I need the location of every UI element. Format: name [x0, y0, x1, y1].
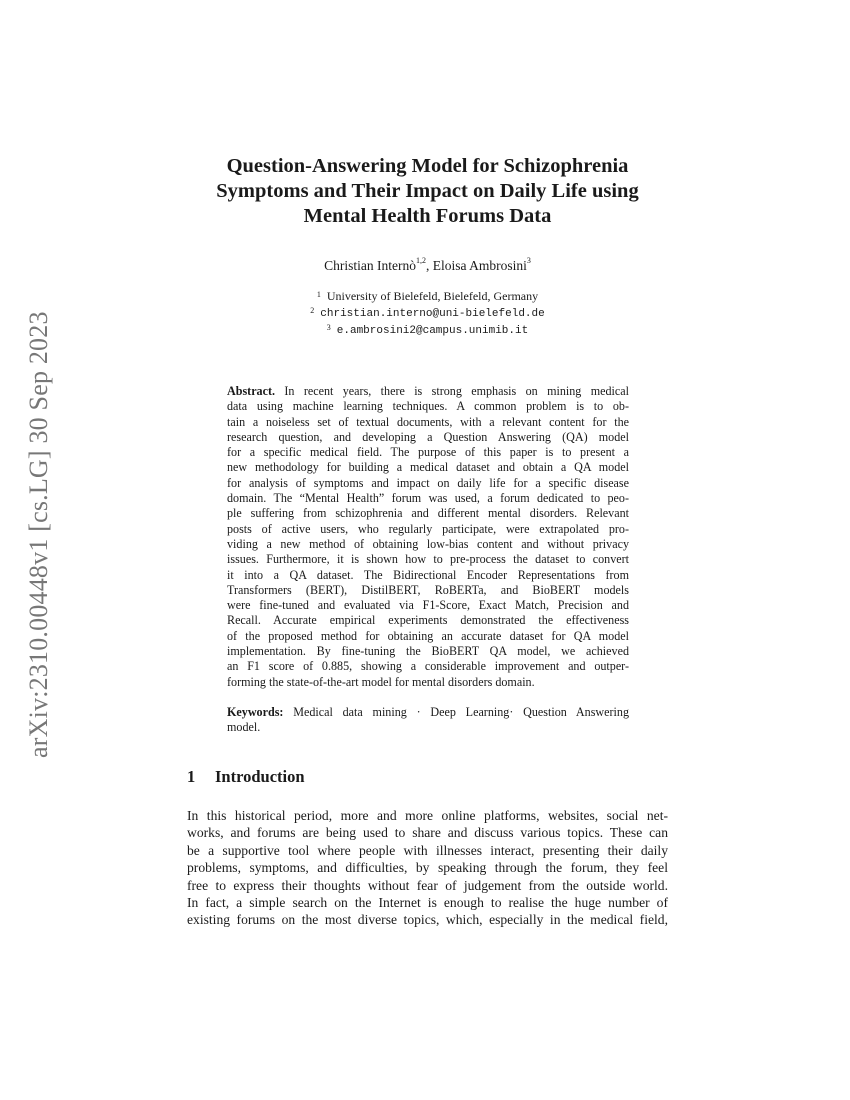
paper-title: [170, 154, 685, 229]
body-line: In this historical period, more and more online platforms, websites, social net-: [187, 808, 668, 823]
abstract-line: of the proposed method for obtaining an accurate dataset for QA model: [227, 628, 629, 643]
author-email: christian.interno@uni-bielefeld.de: [320, 307, 545, 320]
abstract-line: new methodology for building a medical dataset and obtain a QA model: [227, 460, 629, 475]
abstract-line: an F1 score of 0.885, showing a considerable improvement and outper-: [227, 659, 629, 674]
body-line: be a supportive tool where people with illnesses interact, presenting their daily: [187, 842, 668, 858]
affiliation-line: [170, 305, 685, 323]
author-separator: ,: [425, 258, 433, 273]
introduction-body: [187, 807, 668, 929]
affiliation-marker: 1: [316, 290, 321, 299]
author-name: Christian Internò: [324, 258, 416, 273]
body-line: problems, symptoms, and difficulties, by speaking through the forum, they feel: [187, 860, 668, 876]
abstract-line: forming the state-of-the-art model for mental disorders domain.: [227, 674, 535, 689]
keywords-line: [227, 705, 629, 720]
body-line: works, and forums are being used to share and discuss various topics. These can: [187, 825, 668, 841]
section-heading: [187, 767, 305, 787]
abstract-line: it into a QA dataset. The Bidirectional Encoder Representations from: [227, 567, 629, 582]
abstract-line: for a specific medical field. The purpose of this paper is to present a: [227, 445, 629, 460]
title-line: Question-Answering Model for Schizophrenia: [226, 155, 629, 177]
abstract-line: ple suffering from schizophrenia and different mental disorders. Relevant: [227, 506, 629, 521]
abstract-line: tain a noiseless set of textual documents, with a relevant content for the: [227, 414, 629, 429]
author-email: e.ambrosini2@campus.unimib.it: [336, 325, 529, 337]
author-list: [170, 258, 685, 274]
abstract-label: Abstract.: [227, 384, 276, 398]
section-number: 1: [187, 767, 196, 786]
title-line: Symptoms and Their Impact on Daily Life using: [216, 180, 639, 202]
abstract-line: domain. The “Mental Health” forum was used, a forum dedicated to peo-: [227, 491, 629, 506]
arxiv-identifier-stamp: arXiv:2310.00448v1 [cs.LG] 30 Sep 2023: [24, 311, 53, 759]
body-line: free to express their thoughts without fear of judgement from the outside world.: [187, 877, 668, 893]
abstract-line: implementation. By fine-tuning the BioBERT QA model, we achieved: [227, 644, 629, 659]
body-line: existing forums on the most diverse topics, which, especially in the medical field,: [187, 912, 668, 928]
abstract-line: issues. Furthermore, it is shown how to pre-process the dataset to convert: [227, 552, 629, 567]
affiliation-line: [170, 322, 685, 340]
abstract-line: for analysis of symptoms and impact on daily life for a specific disease: [227, 475, 629, 490]
title-line: Mental Health Forums Data: [303, 205, 552, 227]
abstract-line: research question, and developing a Question Answering (QA) model: [227, 429, 629, 444]
section-title: Introduction: [215, 767, 305, 786]
body-line: In fact, a simple search on the Internet is enough to realise the huge number of: [187, 895, 668, 911]
affiliation-marker: 1,2: [415, 256, 426, 265]
affiliation-marker: 3: [326, 323, 331, 332]
abstract-line: [227, 384, 629, 399]
abstract: [227, 384, 629, 690]
abstract-line: data using machine learning techniques. A common problem is to ob-: [227, 399, 629, 414]
author-name: Eloisa Ambrosini: [432, 258, 527, 273]
abstract-line: were fine-tuned and evaluated via F1-Score, Exact Match, Precision and: [227, 598, 629, 613]
abstract-line: Recall. Accurate empirical experiments demonstrated the effectiveness: [227, 613, 629, 628]
keywords: [227, 705, 629, 736]
keywords-line-text: Medical data mining · Deep Learning· Question Answering: [293, 705, 629, 719]
abstract-line: viding a new method of obtaining low-bias content and without privacy: [227, 536, 629, 551]
keywords-label: Keywords:: [227, 705, 284, 719]
keywords-line: model.: [227, 720, 261, 735]
abstract-line: Transformers (BERT), DistilBERT, RoBERTa, and BioBERT models: [227, 582, 629, 597]
affiliation-line: [170, 289, 685, 305]
affiliation-text: University of Bielefeld, Bielefeld, Germany: [326, 289, 539, 303]
abstract-line: posts of active users, who regularly participate, were extrapolated pro-: [227, 521, 629, 536]
affiliation-marker: 3: [526, 256, 531, 265]
affiliation-marker: 2: [310, 305, 315, 315]
abstract-line-text: In recent years, there is strong emphasis on mining medical: [284, 384, 629, 398]
affiliations: [170, 289, 685, 340]
